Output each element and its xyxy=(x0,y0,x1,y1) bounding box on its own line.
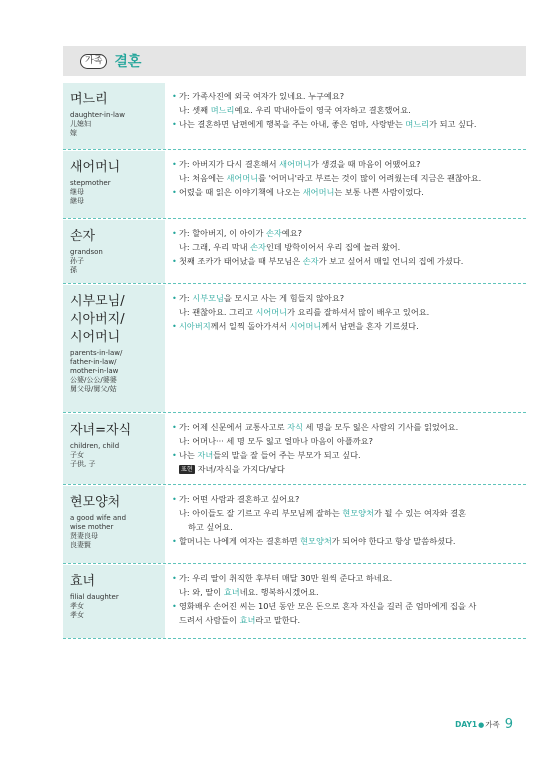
example-text: 나: 처음에는 xyxy=(179,173,227,183)
term-panel xyxy=(63,285,165,412)
example-text: 영화배우 손어진 씨는 10년 동안 모은 돈으로 혼자 자신을 길러 준 엄마에게 집을 사 xyxy=(179,601,477,611)
example-text: 가 요리를 잘하셔서 많이 배우고 있어요. xyxy=(287,307,430,317)
english-gloss xyxy=(70,514,165,532)
english-gloss-line: parents-in-law/ xyxy=(70,349,123,357)
example-line xyxy=(172,506,522,520)
chinese-gloss-line: 孫 xyxy=(70,266,77,274)
chinese-gloss-line: 子女 xyxy=(70,451,84,459)
example-line xyxy=(172,585,522,599)
expression-line xyxy=(172,462,522,476)
english-gloss xyxy=(70,442,165,451)
example-line xyxy=(172,571,522,585)
english-gloss-line: daughter-in-law xyxy=(70,111,125,119)
korean-term: 새어머니 xyxy=(70,160,121,175)
term-panel xyxy=(63,486,165,563)
vocab-entry xyxy=(63,151,526,219)
example-text: 가: 어제 신문에서 교통사고로 xyxy=(179,422,288,432)
example-line xyxy=(172,448,522,462)
example-text: 인데 방학이어서 우리 집에 놀러 왔어. xyxy=(265,242,401,252)
english-gloss xyxy=(70,248,165,257)
chinese-gloss xyxy=(70,602,165,620)
example-text: 나: 괜찮아요. 그리고 xyxy=(179,307,256,317)
example-text: 가 될 수 있는 여자와 결혼 xyxy=(373,508,467,518)
example-panel xyxy=(165,151,526,218)
chinese-gloss xyxy=(70,257,165,275)
english-gloss xyxy=(70,111,165,120)
highlighted-term: 손자 xyxy=(265,228,282,238)
vocab-entry xyxy=(63,83,526,150)
highlighted-term: 자식 xyxy=(287,422,303,432)
example-line xyxy=(172,157,522,171)
example-text: 가 되어야 한다고 항상 말씀하셨다. xyxy=(331,536,456,546)
english-gloss-line: a good wife and xyxy=(70,514,127,522)
example-line xyxy=(172,254,522,268)
example-text: 들의 말을 잘 들어 주는 부모가 되고 싶다. xyxy=(213,450,361,460)
example-text: 하고 싶어요. xyxy=(188,522,233,532)
highlighted-term: 현모양처 xyxy=(300,536,332,546)
term-panel xyxy=(63,220,165,283)
english-gloss-line: grandson xyxy=(70,248,103,256)
term-panel xyxy=(63,151,165,218)
example-text: 나: 아이들도 잘 기르고 우리 부모님께 잘하는 xyxy=(179,508,343,518)
highlighted-term: 손자 xyxy=(302,256,319,266)
english-gloss xyxy=(70,349,165,376)
example-text: 세 명을 모두 잃은 사람의 기사를 읽었어요. xyxy=(302,422,459,432)
example-text: 네요. 행복하시겠어요. xyxy=(239,587,319,597)
example-text: 을 모시고 사는 게 힘들지 않아요? xyxy=(223,293,345,303)
highlighted-term: 시부모님 xyxy=(192,293,224,303)
example-text: 께서 남편을 혼자 기르셨다. xyxy=(321,321,419,331)
example-line xyxy=(172,103,522,117)
chinese-gloss xyxy=(70,532,165,550)
chinese-gloss-line: 孝女 xyxy=(70,602,84,610)
example-text: 가 보고 싶어서 매일 언니의 집에 가셨다. xyxy=(318,256,464,266)
section-header xyxy=(63,46,526,76)
example-text: 가: xyxy=(179,293,193,303)
chinese-gloss xyxy=(70,376,165,394)
chinese-gloss-line: 良妻賢 xyxy=(70,541,91,549)
footer-day: DAY1 xyxy=(455,720,478,729)
english-gloss-line: wise mother xyxy=(70,523,114,531)
example-panel xyxy=(165,486,526,563)
example-text: 가 생겼을 때 마음이 어땠어요? xyxy=(310,159,421,169)
chinese-gloss-line: 贤妻良母 xyxy=(70,532,98,540)
highlighted-term: 새어머니 xyxy=(279,159,311,169)
example-line xyxy=(172,319,522,333)
example-line xyxy=(172,434,522,448)
term-panel xyxy=(63,414,165,484)
highlighted-term: 손자 xyxy=(250,242,266,252)
highlighted-term: 효녀 xyxy=(223,587,240,597)
korean-term: 효녀 xyxy=(70,574,96,589)
example-text: 가: 아버지가 다시 결혼해서 xyxy=(179,159,280,169)
chinese-gloss-line: 孙子 xyxy=(70,257,84,265)
example-panel xyxy=(165,220,526,283)
example-text: 가: 할아버지, 이 아이가 xyxy=(179,228,266,238)
example-text: 나: 그래, 우리 막내 xyxy=(179,242,251,252)
english-gloss-line: father-in-law/ xyxy=(70,358,117,366)
vocab-entry xyxy=(63,285,526,413)
korean-term: 시어머니 xyxy=(70,330,121,345)
korean-term: 손자 xyxy=(70,229,96,244)
example-line xyxy=(172,599,522,613)
english-gloss-line: filial daughter xyxy=(70,593,119,601)
korean-term: 시아버지/ xyxy=(70,312,125,327)
example-text: 께서 일찍 돌아가셔서 xyxy=(210,321,290,331)
highlighted-term: 효녀 xyxy=(239,615,256,625)
example-line xyxy=(172,117,522,131)
korean-term: 시부모님/ xyxy=(70,294,125,309)
vocab-entry xyxy=(63,565,526,639)
example-text: 가: 우리 딸이 취직한 후부터 매달 30만 원씩 준다고 하네요. xyxy=(179,573,393,583)
chinese-gloss-line: 継母 xyxy=(70,197,84,205)
example-text: 나: 어머나··· 세 명 모두 잃고 얼마나 마음이 아플까요? xyxy=(179,436,373,446)
example-line xyxy=(172,305,522,319)
highlighted-term: 자녀 xyxy=(197,450,214,460)
example-text: 나: 셋째 xyxy=(179,105,211,115)
chinese-gloss-line: 孝女 xyxy=(70,611,84,619)
example-line xyxy=(172,291,522,305)
section-title: 결혼 xyxy=(114,54,142,70)
example-line xyxy=(172,240,522,254)
highlighted-term: 현모양처 xyxy=(342,508,374,518)
example-line xyxy=(172,613,522,627)
example-text: 는 보통 나쁜 사람이었다. xyxy=(334,187,424,197)
example-line xyxy=(172,520,522,534)
chinese-gloss-line: 子供, 子 xyxy=(70,460,96,468)
highlighted-term: 시어머니 xyxy=(289,321,322,331)
example-text: 예요? xyxy=(281,228,302,238)
example-text: 첫째 조카가 태어났을 때 부모님은 xyxy=(179,256,303,266)
example-line xyxy=(172,226,522,240)
example-panel xyxy=(165,565,526,638)
example-panel xyxy=(165,285,526,412)
example-line xyxy=(172,492,522,506)
category-badge: 가족 xyxy=(80,54,107,69)
vocab-entry xyxy=(63,486,526,564)
page-number: 9 xyxy=(504,717,513,732)
term-panel xyxy=(63,565,165,638)
example-line xyxy=(172,89,522,103)
english-gloss-line: children, child xyxy=(70,442,120,450)
highlighted-term: 며느리 xyxy=(405,119,430,129)
example-text: 가: 어떤 사람과 결혼하고 싶어요? xyxy=(179,494,300,504)
example-panel xyxy=(165,83,526,149)
english-gloss xyxy=(70,179,165,188)
highlighted-term: 시아버지 xyxy=(179,321,211,331)
example-text: 나는 xyxy=(179,450,198,460)
highlighted-term: 시어머니 xyxy=(255,307,288,317)
page-footer xyxy=(455,717,513,732)
expression-tag: 표현 xyxy=(181,466,193,473)
example-line xyxy=(172,171,522,185)
footer-category: 가족 xyxy=(485,720,500,729)
example-line xyxy=(172,185,522,199)
example-line xyxy=(172,534,522,548)
chinese-gloss-line: 嫁 xyxy=(70,129,77,137)
example-text: 할머니는 나에게 여자는 결혼하면 xyxy=(179,536,301,546)
korean-term: 현모양처 xyxy=(70,495,121,510)
example-text: 가: 가족사진에 외국 여자가 있네요. 누구예요? xyxy=(179,91,345,101)
chinese-gloss xyxy=(70,120,165,138)
korean-term: 자녀=자식 xyxy=(70,423,132,438)
example-text: 드려서 사람들이 xyxy=(179,615,240,625)
example-panel xyxy=(165,414,526,484)
example-text: 라고 말한다. xyxy=(255,615,301,625)
english-gloss xyxy=(70,593,165,602)
example-line xyxy=(172,420,522,434)
example-text: 자녀/자식을 가지다/낳다 xyxy=(197,464,285,474)
korean-term: 며느리 xyxy=(70,92,108,107)
example-text: 를 '어머니'라고 부르는 것이 많이 어려웠는데 지금은 괜찮아요. xyxy=(258,173,482,183)
chinese-gloss-line: 继母 xyxy=(70,188,84,196)
footer-separator: ● xyxy=(478,720,485,729)
example-text: 나: 와, 딸이 xyxy=(179,587,224,597)
vocab-entry xyxy=(63,414,526,485)
highlighted-term: 며느리 xyxy=(210,105,235,115)
chinese-gloss-line: 公婆/公公/婆婆 xyxy=(70,376,117,384)
chinese-gloss-line: 儿媳妇 xyxy=(70,120,91,128)
chinese-gloss-line: 舅父母/舅父/姑 xyxy=(70,385,117,393)
highlighted-term: 새어머니 xyxy=(226,173,259,183)
example-text: 예요. 우리 막내아들이 영국 여자하고 결혼했어요. xyxy=(234,105,411,115)
english-gloss-line: mother-in-law xyxy=(70,367,119,375)
example-text: 나는 결혼하면 남편에게 행복을 주는 아내, 좋은 엄마, 사랑받는 xyxy=(179,119,406,129)
highlighted-term: 새어머니 xyxy=(302,187,335,197)
example-text: 가 되고 싶다. xyxy=(429,119,477,129)
chinese-gloss xyxy=(70,188,165,206)
term-panel xyxy=(63,83,165,149)
chinese-gloss xyxy=(70,451,165,469)
example-text: 어렸을 때 읽은 이야기책에 나오는 xyxy=(179,187,303,197)
english-gloss-line: stepmother xyxy=(70,179,111,187)
vocab-entry xyxy=(63,220,526,284)
